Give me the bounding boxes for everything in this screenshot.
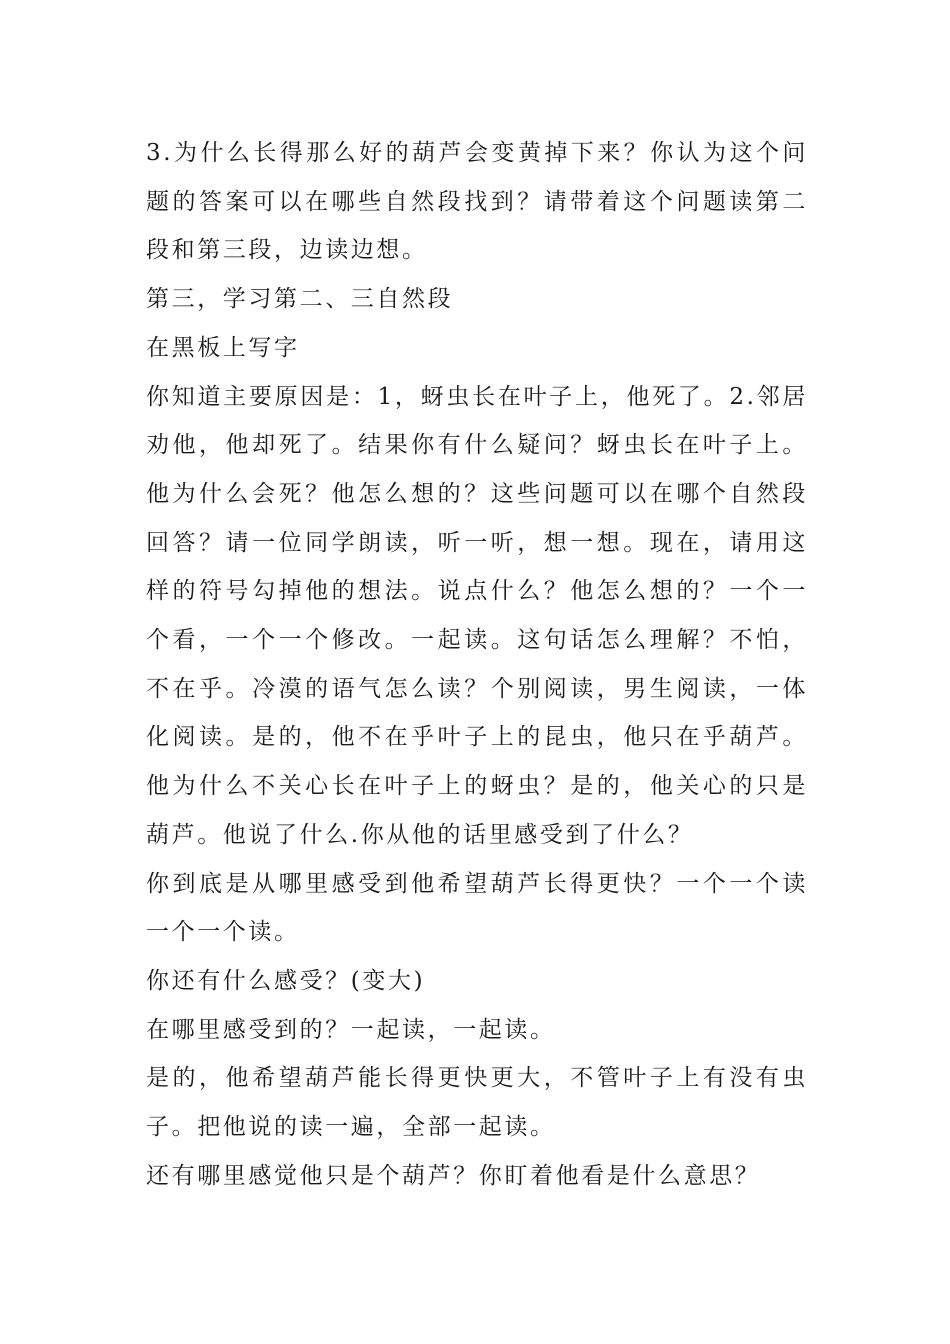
paragraph-where-felt: 在哪里感受到的？一起读，一起读。 bbox=[146, 1016, 556, 1043]
paragraph-main-reasons: 你知道主要原因是：1，蚜虫长在叶子上，他死了。2.邻居劝他，他却死了。结果你有什么疑问？蚜虫长在叶子上。他为什么会死？他怎么想的？这些问题可以在哪个自然段回答？请一位同学朗读，听一听，想一想。现在，请用这样的符号勾掉他的想法。说点什么？他怎么想的？一个一个看，一个一个修改。一起读。这句话怎么理解？不怕，不在乎。冷漠的语气怎么读？个别阅读，男生阅读，一体化阅读。是的，他不在乎叶子上的昆虫，他只在乎葫芦。他为什么不关心长在叶子上的蚜虫？是的，他关心的只是葫芦。他说了什么.你从他的话里感受到了什么？ bbox=[146, 383, 808, 848]
paragraph-faster-bigger: 是的，他希望葫芦能长得更快更大，不管叶子上有没有虫子。把他说的读一遍，全部一起读。 bbox=[146, 1065, 808, 1141]
paragraph-blackboard: 在黑板上写字 bbox=[146, 334, 300, 361]
section-heading-third: 第三，学习第二、三自然段 bbox=[146, 286, 454, 313]
paragraph-other-feelings: 你还有什么感受？(变大) bbox=[146, 967, 426, 994]
paragraph-feel-faster: 你到底是从哪里感受到他希望葫芦长得更快？一个一个读一个一个读。 bbox=[146, 870, 808, 946]
document-body bbox=[146, 129, 808, 1200]
paragraph-only-gourd: 还有哪里感觉他只是个葫芦？你盯着他看是什么意思？ bbox=[146, 1162, 761, 1189]
paragraph-question-3: 3.为什么长得那么好的葫芦会变黄掉下来？你认为这个问题的答案可以在哪些自然段找到？请带着这个问题读第二段和第三段，边读边想。 bbox=[146, 140, 808, 264]
